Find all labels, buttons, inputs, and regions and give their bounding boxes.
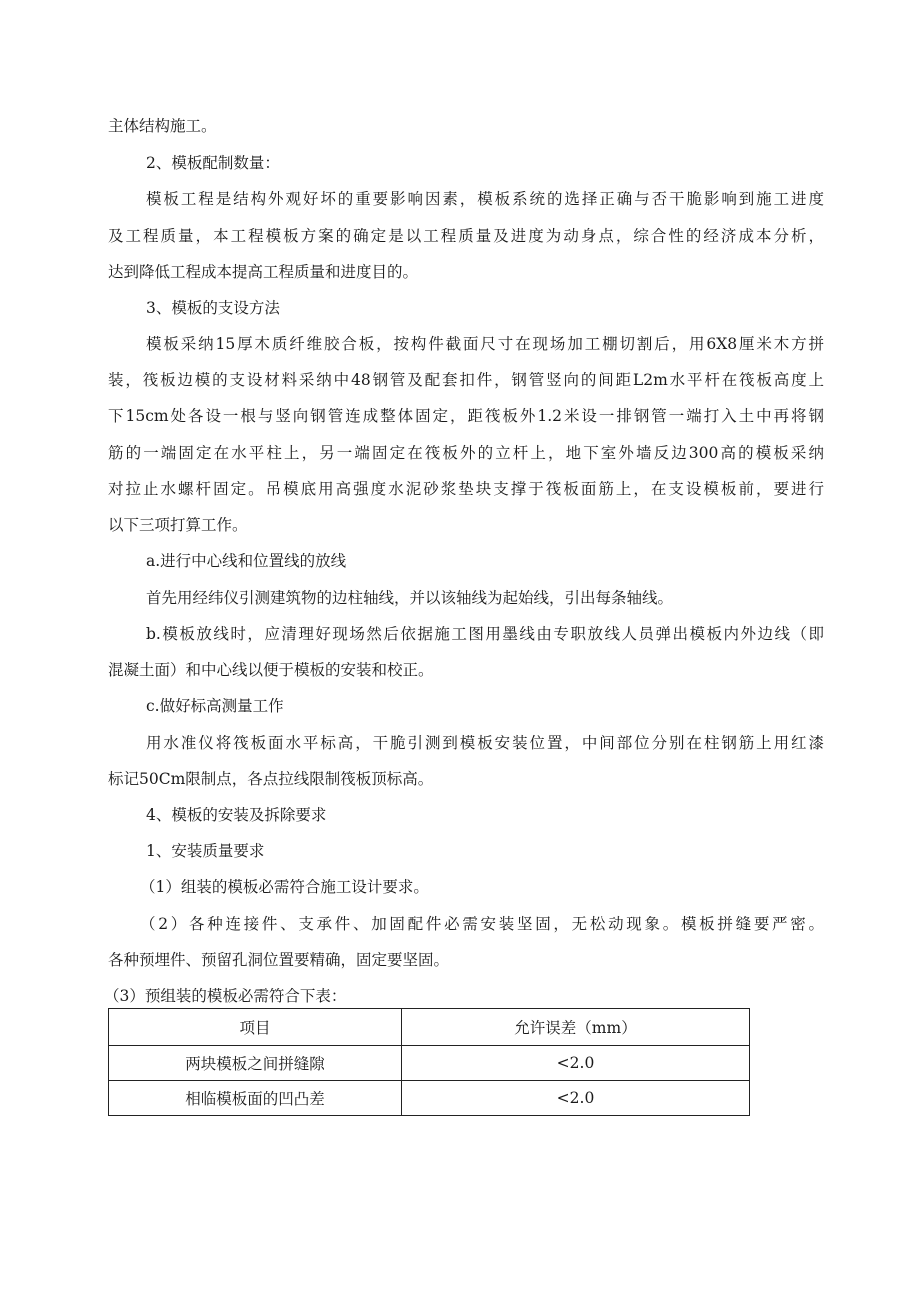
table-header-row [109, 1009, 750, 1046]
body-line: b.模板放线时，应清理好现场然后依据施工图用墨线由专职放线人员弹出模板内外边线（即 [146, 625, 824, 643]
table-cell: <2.0 [402, 1046, 750, 1081]
body-line: 首先用经纬仪引测建筑物的边柱轴线，并以该轴线为起始线，引出每条轴线。 [146, 589, 674, 607]
table-row [109, 1046, 750, 1081]
list-item: （1）组装的模板必需符合施工设计要求。 [140, 878, 429, 896]
body-line: 以下三项打算工作。 [108, 516, 248, 534]
table-cell: 相临模板面的凹凸差 [109, 1081, 402, 1116]
body-line: 达到降低工程成本提高工程质量和进度目的。 [108, 263, 419, 281]
body-line: 筋的一端固定在水平柱上，另一端固定在筏板外的立杆上，地下室外墙反边300高的模板采纳 [108, 444, 824, 462]
body-line: 各种预埋件、预留孔洞位置要精确，固定要坚固。 [108, 951, 450, 969]
table-cell: <2.0 [402, 1081, 750, 1116]
subsection-heading: c.做好标高测量工作 [146, 697, 284, 715]
body-line: 混凝土面）和中心线以便于模板的安装和校正。 [108, 661, 434, 679]
subsection-heading: 1、安装质量要求 [146, 842, 265, 860]
table-header-tolerance: 允许误差（mm） [402, 1009, 750, 1046]
body-line: 下15cm处各设一根与竖向钢管连成整体固定，距筏板外1.2米设一排钢管一端打入土中再将钢 [108, 407, 824, 425]
body-line: 模板采纳15厚木质纤维胶合板，按构件截面尺寸在现场加工棚切割后，用6X8厘米木方拼 [146, 335, 824, 353]
table-cell: 两块模板之间拼缝隙 [109, 1046, 402, 1081]
tolerance-table [108, 1008, 750, 1116]
body-line: 装，筏板边模的支设材料采纳中48钢管及配套扣件，钢管竖向的间距L2m水平杆在筏板高度上 [108, 371, 824, 389]
table-caption: （3）预组装的模板必需符合下表： [104, 987, 347, 1005]
body-line: 及工程质量，本工程模板方案的确定是以工程质量及进度为动身点，综合性的经济成本分析， [108, 227, 824, 245]
section-heading: 4、模板的安装及拆除要求 [146, 806, 327, 824]
table-header-item: 项目 [109, 1009, 402, 1046]
body-line: 主体结构施工。 [108, 117, 217, 135]
subsection-heading: a.进行中心线和位置线的放线 [146, 552, 347, 570]
table-row [109, 1081, 750, 1116]
list-item: （2）各种连接件、支承件、加固配件必需安装坚固，无松动现象。模板拼缝要严密。 [140, 915, 824, 933]
body-line: 用水准仪将筏板面水平标高，干脆引测到模板安装位置，中间部位分别在柱钢筋上用红漆 [146, 734, 824, 752]
section-heading: 2、模板配制数量： [146, 154, 280, 172]
body-line: 标记50Cm限制点，各点拉线限制筏板顶标高。 [108, 770, 434, 788]
body-line: 模板工程是结构外观好坏的重要影响因素，模板系统的选择正确与否干脆影响到施工进度 [146, 190, 824, 208]
section-heading: 3、模板的支设方法 [146, 299, 280, 317]
body-line: 对拉止水螺杆固定。吊模底用高强度水泥砂浆垫块支撑于筏板面筋上，在支设模板前，要进行 [108, 480, 824, 498]
